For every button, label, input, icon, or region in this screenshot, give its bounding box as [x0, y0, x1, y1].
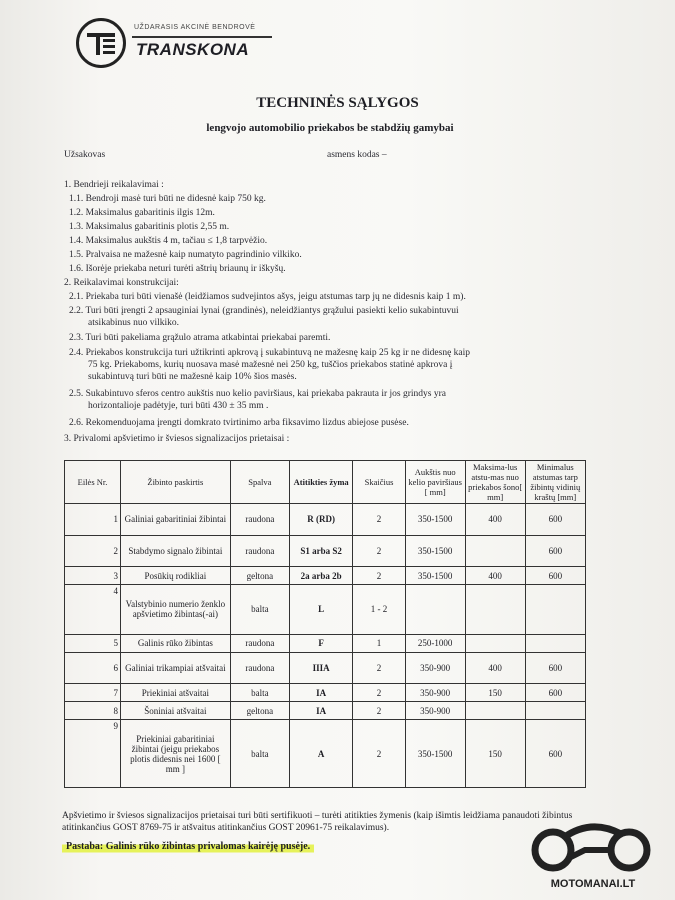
- requirement-item: 1.6. Išorėje priekaba neturi turėti aštrių briaunų ir iškyšų.: [69, 264, 286, 274]
- requirement-item: 2.3. Turi būti pakeliama grąžulo atrama atkabintai priekabai paremti.: [69, 333, 331, 343]
- cell-max-side: 400: [465, 567, 525, 585]
- header-count: Skaičius: [353, 461, 405, 504]
- company-logo: [76, 18, 276, 74]
- customer-label: Užsakovas: [64, 150, 106, 160]
- cell-color: raudona: [230, 535, 289, 567]
- cell-min-between: 600: [525, 567, 585, 585]
- watermark: [529, 820, 657, 890]
- requirement-item-cont: sukabintuvą turi būti ne mažesnė kaip 10% šios masės.: [88, 372, 297, 382]
- cell-no: 2: [65, 535, 121, 567]
- cell-purpose: Galiniai trikampiai atšvaitai: [121, 652, 231, 684]
- cell-mark: L: [290, 585, 353, 635]
- highlighted-note: Pastaba: Galinis rūko žibintas privalomas kairėję pusėje.: [62, 840, 314, 853]
- cell-color: raudona: [230, 652, 289, 684]
- requirement-item: 2.1. Priekaba turi būti vienašė (leidžiamos sudvejintos ašys, jeigu atstumas tarp jų ne didesnis kaip 1 m).: [69, 292, 466, 302]
- cell-purpose: Stabdymo signalo žibintai: [121, 535, 231, 567]
- table-row: [65, 504, 586, 536]
- cell-height: 350-1500: [405, 504, 465, 536]
- cell-height: [405, 585, 465, 635]
- cell-mark: A: [290, 720, 353, 788]
- header-min-between: Minimalus atstumas tarp žibintų vidinių kraštų [mm]: [525, 461, 585, 504]
- cell-color: balta: [230, 684, 289, 702]
- cell-color: geltona: [230, 702, 289, 720]
- cell-min-between: 600: [525, 684, 585, 702]
- table-row: [65, 535, 586, 567]
- requirement-item-cont: 75 kg. Priekaboms, kurių nuosava masė mažesnė nei 250 kg, tuščios priekabos statinė apkrova į: [88, 360, 453, 370]
- cell-min-between: 600: [525, 652, 585, 684]
- requirement-item-cont: horizontalioje padėtyje, turi būti 430 ± 35 mm .: [88, 401, 269, 411]
- cell-height: 350-1500: [405, 567, 465, 585]
- header-mark: Atitikties žyma: [290, 461, 353, 504]
- requirement-item: 2.4. Priekabos konstrukcija turi užtikrinti apkrovą į sukabintuvą ne mažesnę kaip 25 kg ir ne didesnę kaip: [69, 348, 471, 358]
- cell-max-side: [465, 585, 525, 635]
- cell-mark: 2a arba 2b: [290, 567, 353, 585]
- header-max-side: Maksima-lus atstu-mas nuo priekabos šono[ mm]: [465, 461, 525, 504]
- header-color: Spalva: [230, 461, 289, 504]
- cell-count: 2: [353, 567, 405, 585]
- cell-max-side: [465, 702, 525, 720]
- lighting-requirements-table: [64, 460, 586, 788]
- logo-name: TRANSKONA: [136, 40, 250, 59]
- cell-count: 2: [353, 684, 405, 702]
- watermark-text: MOTOMANAI.LT: [550, 878, 636, 890]
- cell-count: 2: [353, 702, 405, 720]
- cell-height: 250-1000: [405, 634, 465, 652]
- cell-purpose: Posūkių rodikliai: [121, 567, 231, 585]
- section-heading: 1. Bendrieji reikalavimai :: [64, 180, 164, 190]
- cell-mark: F: [290, 634, 353, 652]
- document-subtitle: lengvojo automobilio priekabos be stabdžių gamybai: [206, 122, 454, 134]
- requirement-item: 2.5. Sukabintuvo sferos centro aukštis nuo kelio paviršiaus, kai priekaba pakrauta ir jos grindys yra: [69, 389, 447, 399]
- logo-tagline: UŽDARASIS AKCINĖ BENDROVĖ: [134, 24, 256, 31]
- cell-mark: IA: [290, 684, 353, 702]
- cell-height: 350-1500: [405, 535, 465, 567]
- requirement-item-cont: atsikabinus nuo vilkiko.: [88, 318, 180, 328]
- cell-color: raudona: [230, 504, 289, 536]
- cell-count: 1 - 2: [353, 585, 405, 635]
- header-no: Eilės Nr.: [65, 461, 121, 504]
- cell-no: 1: [65, 504, 121, 536]
- document-title: TECHNINĖS SĄLYGOS: [256, 95, 419, 111]
- table-row: [65, 720, 586, 788]
- cell-mark: R (RD): [290, 504, 353, 536]
- cell-no: 6: [65, 652, 121, 684]
- cell-max-side: [465, 634, 525, 652]
- cell-no: 4: [65, 585, 121, 635]
- cell-count: 2: [353, 535, 405, 567]
- cell-min-between: [525, 702, 585, 720]
- cell-color: balta: [230, 585, 289, 635]
- requirement-item: 1.5. Pralvaisa ne mažesnė kaip numatyto pagrindinio vilkiko.: [69, 250, 302, 260]
- id-label: asmens kodas –: [327, 150, 387, 160]
- cell-max-side: 400: [465, 504, 525, 536]
- table-header-row: [65, 461, 586, 504]
- cell-color: geltona: [230, 567, 289, 585]
- cell-color: raudona: [230, 634, 289, 652]
- cell-height: 350-1500: [405, 720, 465, 788]
- cell-no: 9: [65, 720, 121, 788]
- logo-mark-icon: [79, 21, 123, 65]
- cell-count: 2: [353, 652, 405, 684]
- requirement-item: 1.3. Maksimalus gabaritinis plotis 2,55 m.: [69, 222, 230, 232]
- table-row: [65, 684, 586, 702]
- cell-height: 350-900: [405, 684, 465, 702]
- cell-no: 7: [65, 684, 121, 702]
- requirement-item: 2.2. Turi būti įrengti 2 apsauginiai lynai (grandinės), neleidžiantys grąžului pasiekti kelio sukabintuvui: [69, 306, 459, 316]
- logo-emblem: [76, 18, 126, 68]
- cell-mark: IA: [290, 702, 353, 720]
- cell-color: balta: [230, 720, 289, 788]
- requirement-item: 1.1. Bendroji masė turi būti ne didesnė kaip 750 kg.: [69, 194, 266, 204]
- cell-max-side: 150: [465, 720, 525, 788]
- motorcycle-logo-icon: [529, 820, 657, 876]
- requirement-item: 1.4. Maksimalus aukštis 4 m, tačiau ≤ 1,8 tarpvėžio.: [69, 236, 268, 246]
- cell-purpose: Valstybinio numerio ženklo apšvietimo žibintas(-ai): [121, 585, 231, 635]
- header-purpose: Žibinto paskirtis: [121, 461, 231, 504]
- cell-purpose: Galiniai gabaritiniai žibintai: [121, 504, 231, 536]
- cell-no: 5: [65, 634, 121, 652]
- section-heading: 2. Reikalavimai konstrukcijai:: [64, 278, 179, 288]
- cell-purpose: Priekiniai atšvaitai: [121, 684, 231, 702]
- cell-purpose: Priekiniai gabaritiniai žibintai (jeigu priekabos plotis didesnis nei 1600 [ mm ]: [121, 720, 231, 788]
- cell-mark: IIIA: [290, 652, 353, 684]
- cell-mark: S1 arba S2: [290, 535, 353, 567]
- certification-note: Apšvietimo ir šviesos signalizacijos prietaisai turi būti sertifikuoti – turėti atitikties žymenis (kaip išimtis leidžiama panaudoti žibintus atitinkančius GOST 8769-75 ir atšvaitus atitinkančius GOST 20961-75 reikalavimus).: [62, 811, 573, 833]
- table-row: [65, 702, 586, 720]
- cell-min-between: 600: [525, 535, 585, 567]
- cell-min-between: 600: [525, 504, 585, 536]
- cell-count: 1: [353, 634, 405, 652]
- cell-purpose: Galinis rūko žibintas: [121, 634, 231, 652]
- cell-count: 2: [353, 720, 405, 788]
- cell-max-side: 400: [465, 652, 525, 684]
- cell-no: 8: [65, 702, 121, 720]
- cell-no: 3: [65, 567, 121, 585]
- logo-divider: [132, 36, 272, 38]
- cell-count: 2: [353, 504, 405, 536]
- requirement-item: 2.6. Rekomenduojama įrengti domkrato tvirtinimo arba fiksavimo lizdus abiejose pusėse.: [69, 418, 409, 428]
- cell-max-side: 150: [465, 684, 525, 702]
- table-row: [65, 634, 586, 652]
- cell-max-side: [465, 535, 525, 567]
- table-row: [65, 652, 586, 684]
- header-height: Aukštis nuo kelio paviršiaus [ mm]: [405, 461, 465, 504]
- section-heading: 3. Privalomi apšvietimo ir šviesos signalizacijos prietaisai :: [64, 434, 290, 444]
- cell-height: 350-900: [405, 652, 465, 684]
- cell-min-between: [525, 585, 585, 635]
- cell-min-between: [525, 634, 585, 652]
- cell-purpose: Šoniniai atšvaitai: [121, 702, 231, 720]
- table-row: [65, 567, 586, 585]
- cell-min-between: 600: [525, 720, 585, 788]
- requirement-item: 1.2. Maksimalus gabaritinis ilgis 12m.: [69, 208, 215, 218]
- cell-height: 350-900: [405, 702, 465, 720]
- table-row: [65, 585, 586, 635]
